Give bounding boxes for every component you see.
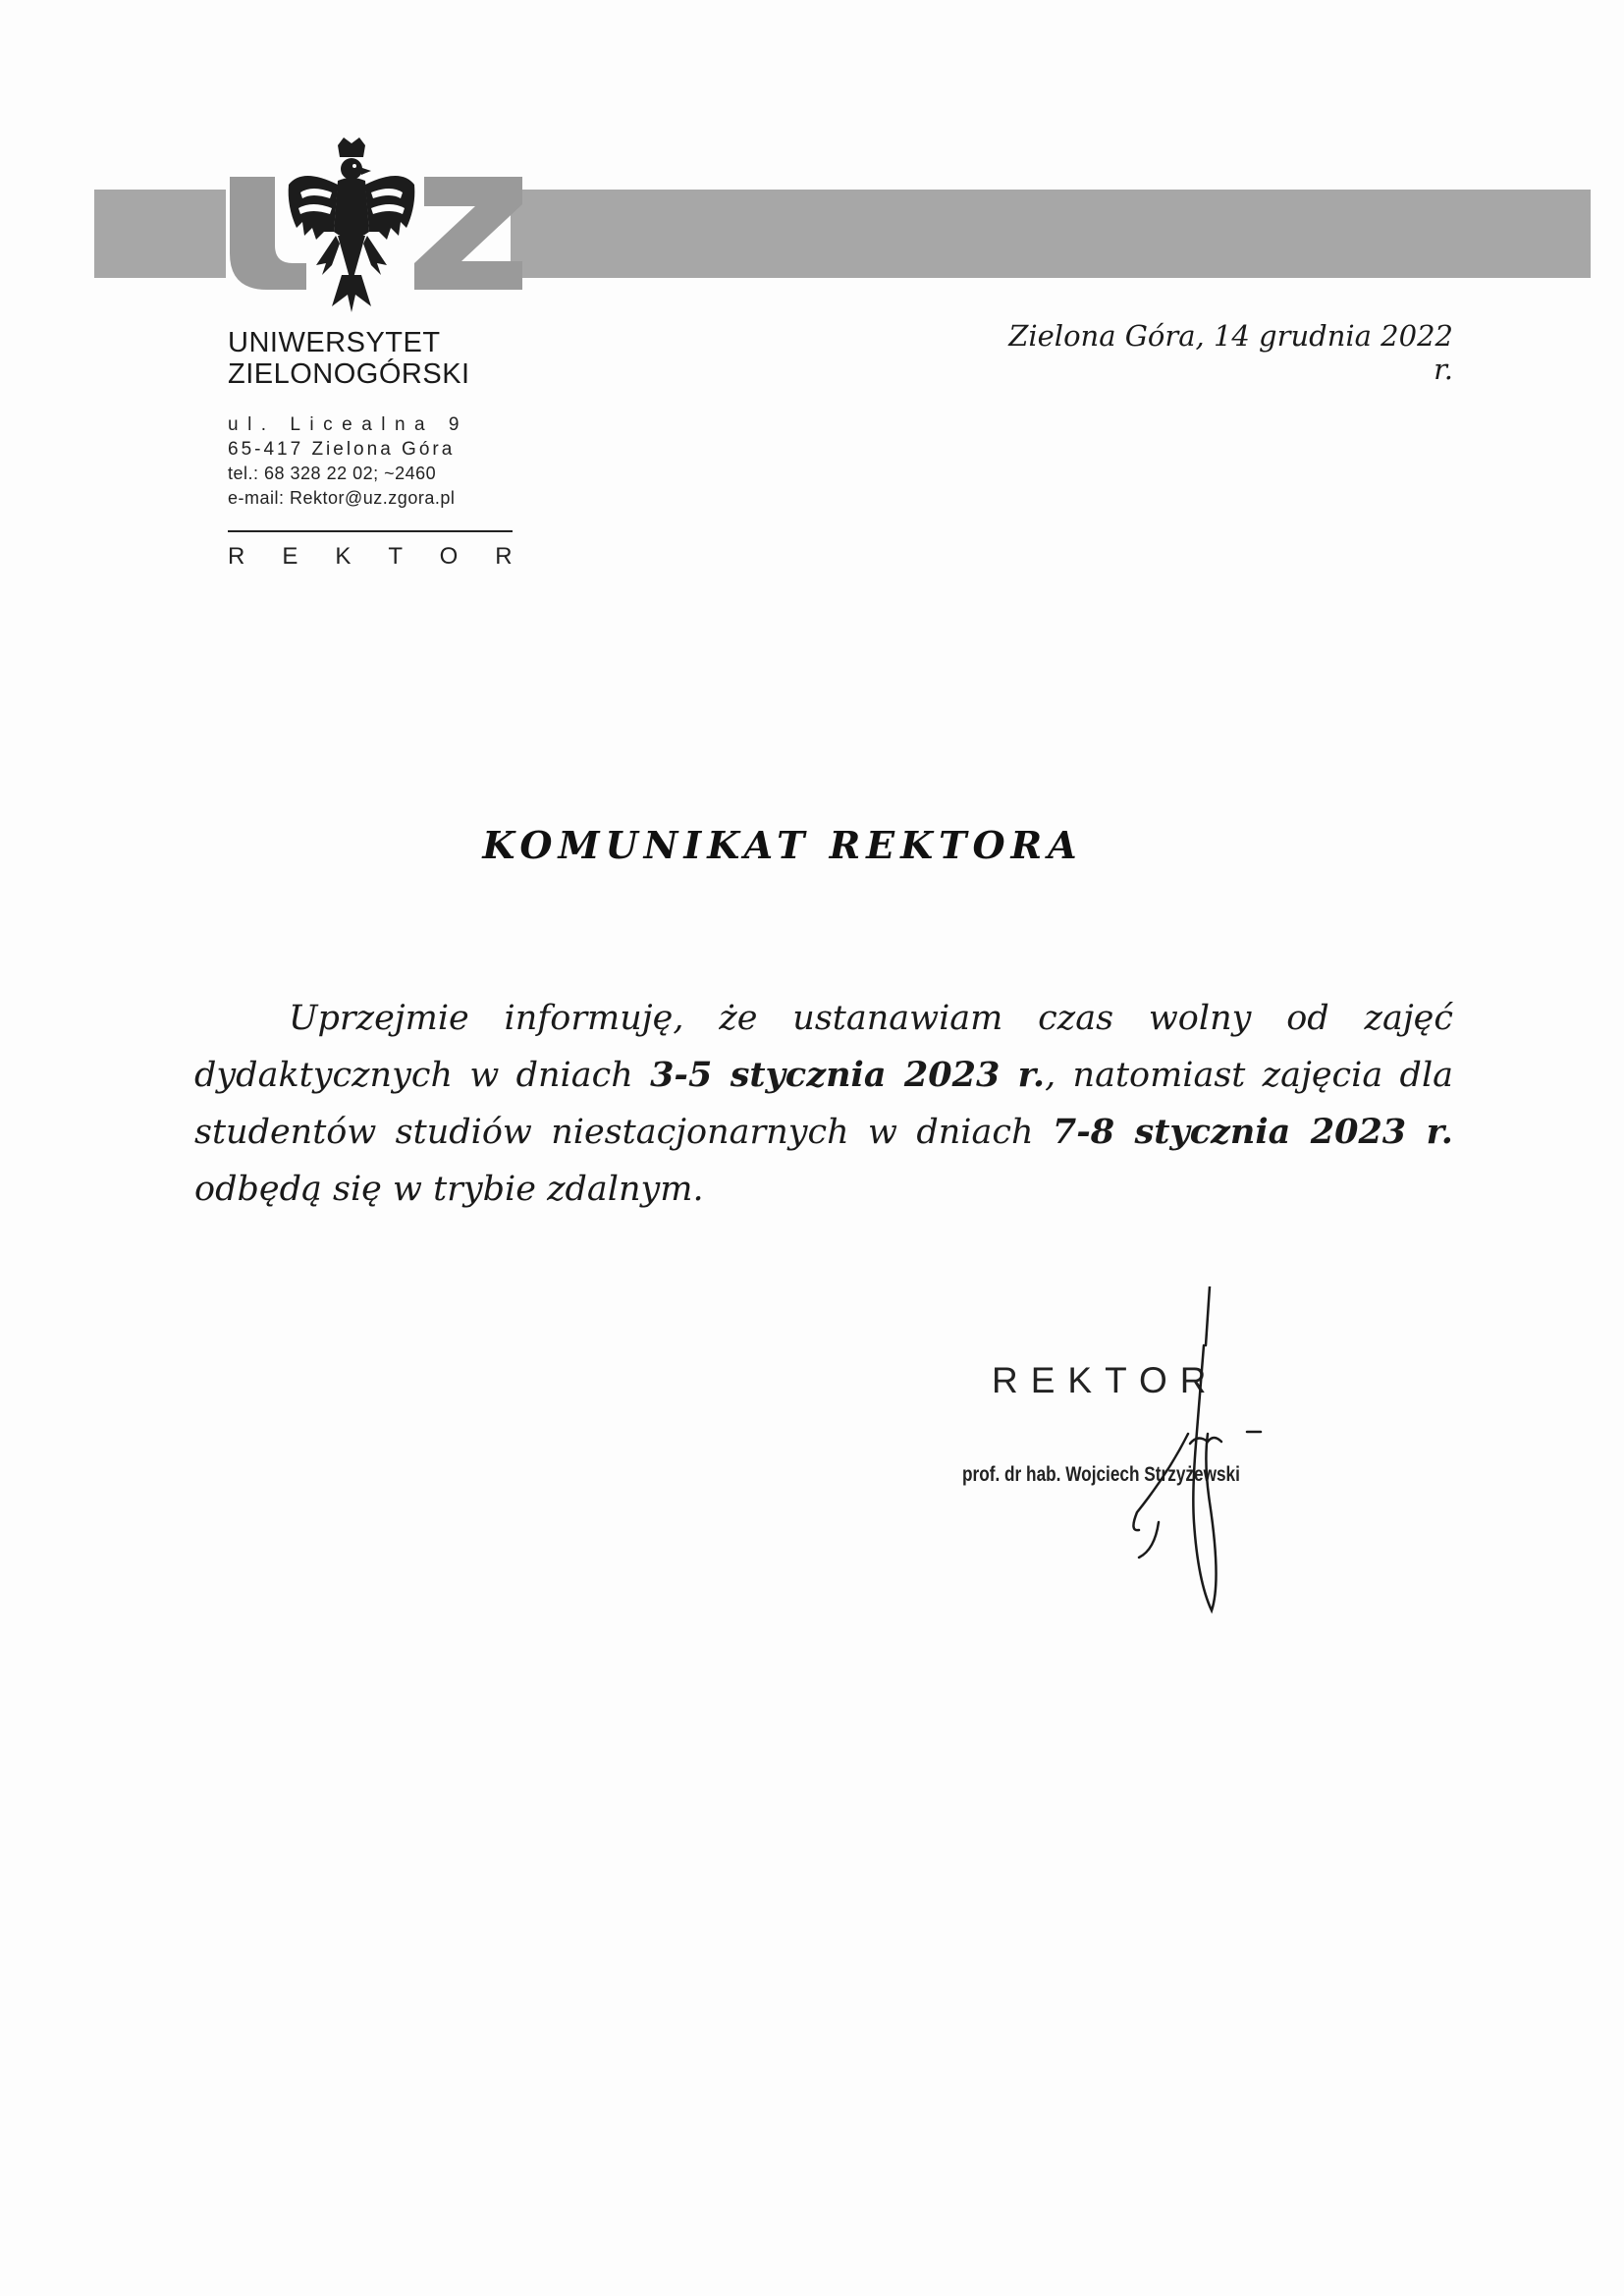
address-city: 65-417 Zielona Góra [228,439,456,460]
university-name-line1: UNIWERSYTET [228,327,441,358]
document-title: KOMUNIKAT REKTORA [482,823,1083,867]
document-date: Zielona Góra, 14 grudnia 2022 r. [1008,319,1453,386]
body-date1: 3-5 stycznia 2023 r. [650,1055,1046,1095]
university-name [228,327,470,390]
address-email: e-mail: Rektor@uz.zgora.pl [228,488,456,508]
header-band-left [94,190,226,278]
address-phone: tel.: 68 328 22 02; ~2460 [228,464,437,483]
university-name-line2: ZIELONOGÓRSKI [228,358,470,390]
body-part2: , natomiast zajęcia dla studentów studiów niestacjonarnych w dniach [194,1056,1453,1152]
signatory-name: prof. dr hab. Wojciech Strzyżewski [962,1463,1240,1486]
address-street: ul. Licealna 9 [228,414,468,435]
office-label: REKTOR [228,543,550,570]
signature-title: REKTOR [992,1360,1219,1400]
address-divider [228,530,513,532]
announcement-body [194,990,1453,1218]
body-part3: odbędą się w trybie zdalnym. [194,1170,704,1209]
address-block [228,412,513,511]
body-date2: 7-8 stycznia 2023 r. [1052,1112,1453,1152]
header-band-right [511,190,1591,278]
body-part1: Uprzejmie informuję, że ustanawiam czas wolny od zajęć dydaktycznych w dniach [194,999,1453,1095]
handwritten-signature [1100,1286,1296,1630]
eagle-emblem-icon [283,137,420,314]
